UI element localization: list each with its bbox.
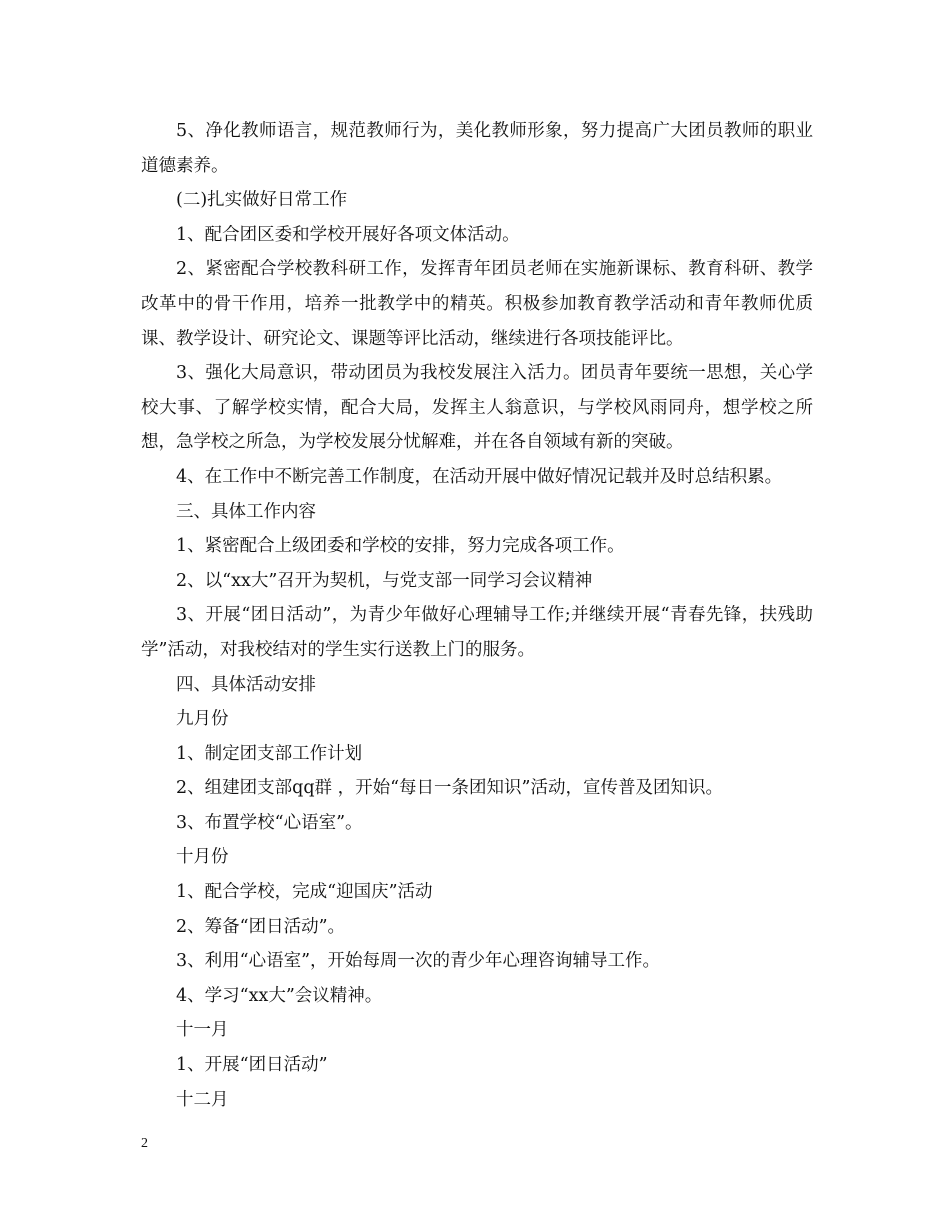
section-heading-daily-work: (二)扎实做好日常工作 <box>176 190 348 211</box>
list-item: 1、配合学校，完成“迎国庆”活动 <box>176 882 433 903</box>
paragraph-item-3: 3、强化大局意识，带动团员为我校发展注入活力。团员青年要统一思想，关心学校大事、了解学校实情，配合大局，发挥主人翁意识，与学校风雨同舟，想学校之所想，急学校之所急，为学校发展分忧解难，并在各自领域有新的突破。 <box>141 363 813 453</box>
month-heading-october: 十月份 <box>176 847 229 868</box>
month-heading-november: 十一月 <box>176 1020 229 1041</box>
paragraph-item-1: 1、紧密配合上级团委和学校的安排，努力完成各项工作。 <box>176 536 625 557</box>
list-item: 2、组建团支部qq群 ，开始“每日一条团知识”活动，宣传普及团知识。 <box>176 778 723 799</box>
paragraph-item-2: 2、以“xx大”召开为契机，与党支部一同学习会议精神 <box>176 570 593 591</box>
document-body <box>141 114 813 1117</box>
section-heading-activity-schedule: 四、具体活动安排 <box>176 674 316 695</box>
list-item: 3、利用“心语室”，开始每周一次的青少年心理咨询辅导工作。 <box>176 951 661 972</box>
section-heading-work-content: 三、具体工作内容 <box>176 501 316 522</box>
paragraph-item-4: 4、在工作中不断完善工作制度，在活动开展中做好情况记载并及时总结积累。 <box>176 466 783 487</box>
list-item: 4、学习“xx大”会议精神。 <box>176 985 383 1006</box>
paragraph-item-2: 2、紧密配合学校教科研工作，发挥青年团员老师在实施新课标、教育科研、教学改革中的骨干作用，培养一批教学中的精英。积极参加教育教学活动和青年教师优质课、教学设计、研究论文、课题等评比活动，继续进行各项技能评比。 <box>141 259 813 349</box>
paragraph-item-3: 3、开展“团日活动”，为青少年做好心理辅导工作;并继续开展“青春先锋，扶残助学”活动，对我校结对的学生实行送教上门的服务。 <box>141 605 813 660</box>
list-item: 1、开展“团日活动” <box>176 1055 328 1076</box>
list-item: 2、筹备“团日活动”。 <box>176 916 346 937</box>
list-item: 3、布置学校“心语室”。 <box>176 812 363 833</box>
month-heading-september: 九月份 <box>176 709 229 730</box>
month-heading-december: 十二月 <box>176 1089 229 1110</box>
list-item: 1、制定团支部工作计划 <box>176 743 363 764</box>
paragraph-item-1: 1、配合团区委和学校开展好各项文体活动。 <box>176 224 520 245</box>
paragraph-item-5: 5、净化教师语言，规范教师行为，美化教师形象，努力提高广大团员教师的职业道德素养。 <box>141 121 813 176</box>
page-number: 2 <box>141 1136 148 1151</box>
